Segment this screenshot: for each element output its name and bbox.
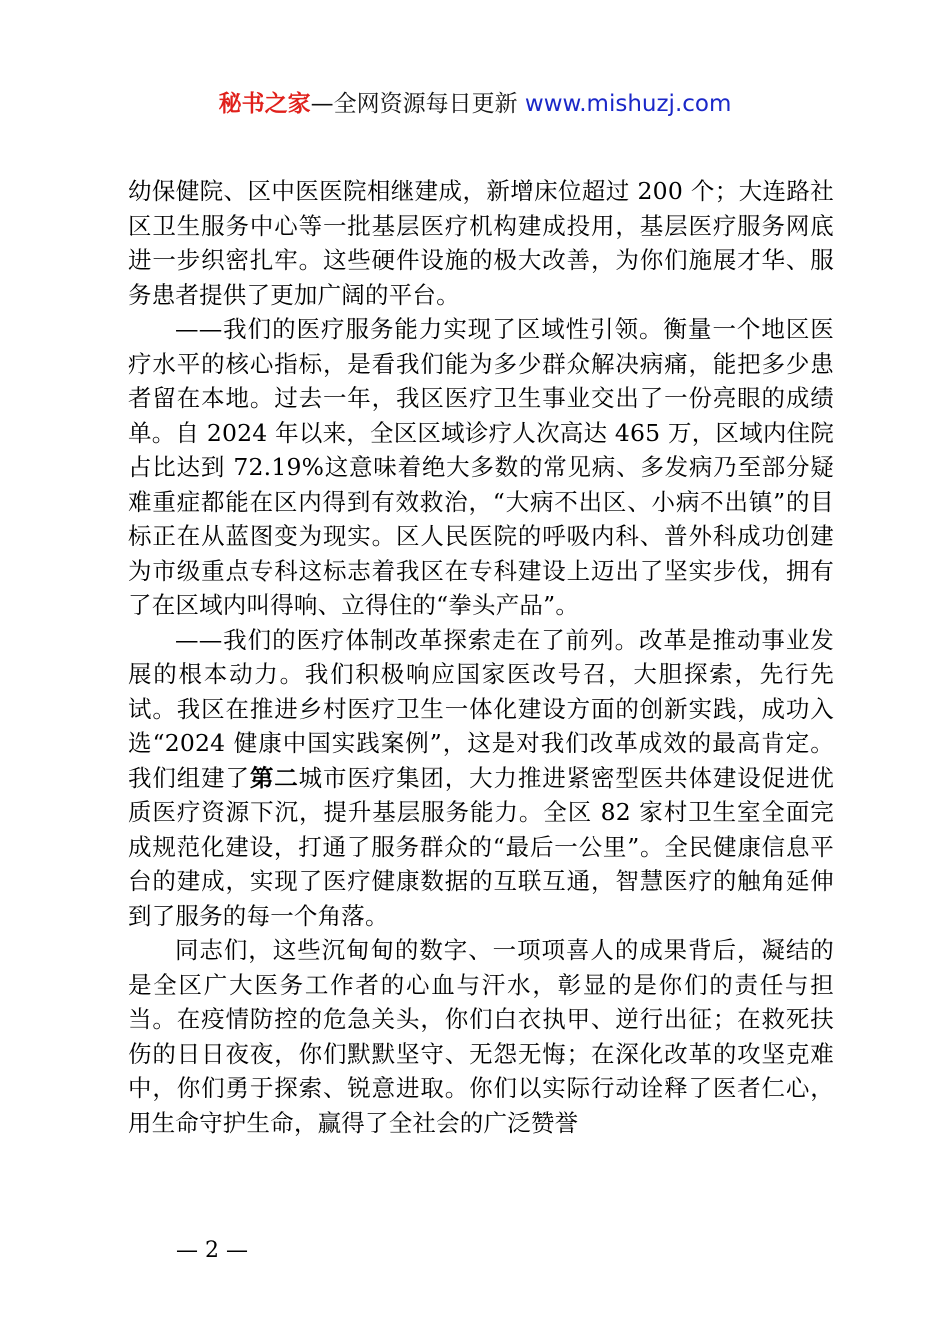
- page-number: — 2 —: [176, 1238, 248, 1263]
- header-tagline: —全网资源每日更新: [310, 91, 525, 117]
- header-url[interactable]: www.mishuzj.com: [524, 91, 732, 117]
- document-body: [128, 174, 834, 1140]
- page-header: [0, 88, 950, 120]
- paragraph-4: 同志们，这些沉甸甸的数字、一项项喜人的成果背后，凝结的是全区广大医务工作者的心血与汗水，彰显的是你们的责任与担当。在疫情防控的危急关头，你们白衣执甲、逆行出征；在救死扶伤的日日夜夜，你们默默坚守、无怨无悔；在深化改革的攻坚克难中，你们勇于探索、锐意进取。你们以实际行动诠释了医者仁心，用生命守护生命，赢得了全社会的广泛赞誉: [128, 936, 834, 1137]
- header-brand: 秘书之家: [218, 91, 311, 117]
- paragraph-3: [128, 623, 834, 934]
- paragraph-3-text-before: ——我们的医疗体制改革探索走在了前列。改革是推动事业发展的根本动力。我们积极响应国家医改号召，大胆探索，先行先试。我区在推进乡村医疗卫生一体化建设方面的创新实践，成功入选“2024 健康中国实践案例”，这是对我们改革成效的最高肯定。我们组建了: [128, 625, 834, 792]
- paragraph-1: 幼保健院、区中医医院相继建成，新增床位超过 200 个；大连路社区卫生服务中心等一批基层医疗机构建成投用，基层医疗服务网底进一步织密扎牢。这些硬件设施的极大改善，为你们施展才华、服务患者提供了更加广阔的平台。: [128, 177, 834, 309]
- paragraph-3-bold-text: 第二: [249, 763, 299, 792]
- paragraph-2: ——我们的医疗服务能力实现了区域性引领。衡量一个地区医疗水平的核心指标，是看我们能为多少群众解决病痛，能把多少患者留在本地。过去一年，我区医疗卫生事业交出了一份亮眼的成绩单。自 2024 年以来，全区区域诊疗人次高达 465 万，区域内住院占比达到 72.19%这意味着绝大多数的常见病、多发病乃至部分疑难重症都能在区内得到有效救治，“大病不出区、小病不出镇”的目标正在从蓝图变为现实。区人民医院的呼吸内科、普外科成功创建为市级重点专科这标志着我区在专科建设上迈出了坚实步伐，拥有了在区域内叫得响、立得住的“拳头产品”。: [128, 315, 834, 619]
- paragraph-3-text-after: 城市医疗集团，大力推进紧密型医共体建设促进优质医疗资源下沉，提升基层服务能力。全区 82 家村卫生室全面完成规范化建设，打通了服务群众的“最后一公里”。全民健康信息平台的建成，实现了医疗健康数据的互联互通，智慧医疗的触角延伸到了服务的每一个角落。: [128, 763, 835, 930]
